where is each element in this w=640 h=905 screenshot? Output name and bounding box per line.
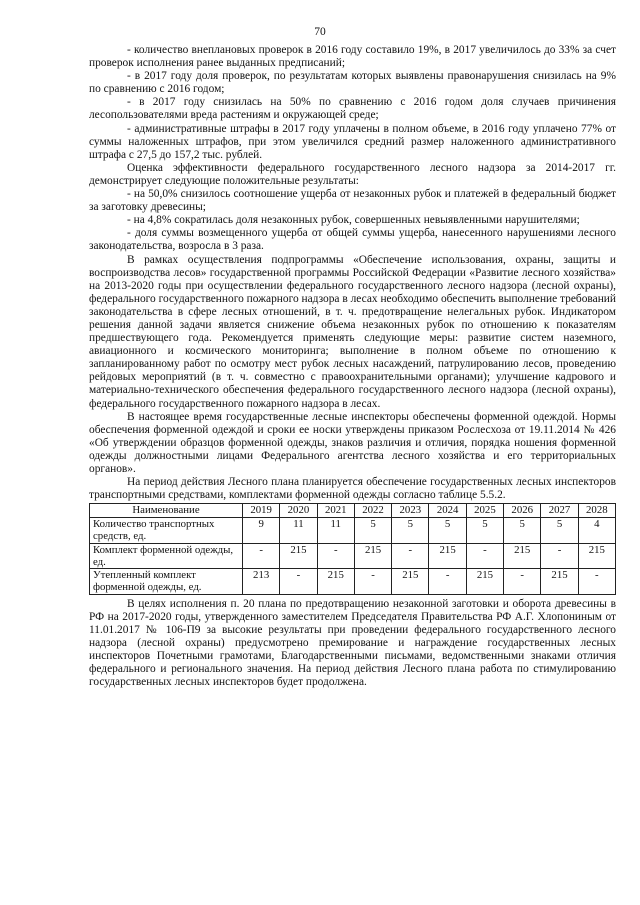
paragraph-efficiency-assessment: Оценка эффективности федерального государственного лесного надзора за 2014-2017 гг. демонстрирует следующие положительные результаты: [89,161,616,187]
table-cell: 9 [243,518,280,543]
paragraph-administrative-fines: - административные штрафы в 2017 году уплачены в полном объеме, в 2016 году уплачено 77% от суммы наложенных штрафов, при этом увеличился средний размер наложенного административного штрафа с 27,5 до 157,2 тыс. рублей. [89,122,616,161]
table-header-cell: 2024 [429,504,466,518]
table-header-cell: 2023 [392,504,429,518]
table-header-cell: 2021 [317,504,354,518]
table-row-label: Количество транспортных средств, ед. [90,518,243,543]
table-row-label: Комплект форменной одежды, ед. [90,543,243,568]
table-cell: 215 [429,543,466,568]
table-cell: 5 [541,518,578,543]
table-cell: 213 [243,569,280,594]
table-header-cell: 2025 [466,504,503,518]
table-header-cell: 2019 [243,504,280,518]
table-cell: 215 [280,543,317,568]
table-cell: - [429,569,466,594]
table-cell: 215 [504,543,541,568]
paragraph-violation-share: - в 2017 году доля проверок, по результатам которых выявлены правонарушения снизилась на 9% по сравнению с 2016 годом; [89,70,616,96]
table-cell: 215 [354,543,391,568]
table-header-row [90,504,616,518]
document-body [89,44,616,689]
table-cell: 215 [392,569,429,594]
equipment-table [89,503,616,594]
table-cell: - [317,543,354,568]
table-cell: 5 [466,518,503,543]
paragraph-damage-cases: - в 2017 году снизилась на 50% по сравнению с 2016 годом доля случаев причинения лесопользователями вреда растениям и окружающей среде; [89,96,616,122]
table-cell: 215 [317,569,354,594]
paragraph-equipment-plan: На период действия Лесного плана планируется обеспечение государственных лесных инспекторов транспортными средствами, комплектами форменной одежды согласно таблице 5.5.2. [89,476,616,502]
table-cell: - [280,569,317,594]
table-cell: - [392,543,429,568]
table-row [90,518,616,543]
table-row-label: Утепленный комплект форменной одежды, ед. [90,569,243,594]
table-cell: 215 [541,569,578,594]
table-cell: 11 [280,518,317,543]
table-cell: - [578,569,615,594]
table-cell: 215 [578,543,615,568]
table-header-cell: 2026 [504,504,541,518]
paragraph-damage-ratio: - на 50,0% снизилось соотношение ущерба от незаконных рубок и платежей в федеральный бюджет за заготовку древесины; [89,188,616,214]
table-cell: - [504,569,541,594]
table-header-cell: 2022 [354,504,391,518]
paragraph-illegal-logging-share: - на 4,8% сократилась доля незаконных рубок, совершенных невыявленными нарушителями; [127,214,580,227]
table-header-cell: 2027 [541,504,578,518]
paragraph-uniforms: В настоящее время государственные лесные инспекторы обеспечены форменной одеждой. Нормы обеспечения форменной одеждой и сроки ее носки утверждены приказом Рослесхоза от 19.11.2014 № 426 «Об утверждении образцов форменной одежды, знаков различия и отличия, порядка ношения форменной одежды должностными лицами Федерального агентства лесного хозяйства и его территориальных органов». [89,410,616,475]
paragraph-compensated-damage: - доля суммы возмещенного ущерба от общей суммы ущерба, нанесенного нарушениями лесного законодательства, возросла в 3 раза. [89,227,616,253]
table-cell: - [243,543,280,568]
table-cell: 5 [354,518,391,543]
table-cell: 5 [392,518,429,543]
paragraph-inspector-incentives: В целях исполнения п. 20 плана по предотвращению незаконной заготовки и оборота древесины в РФ на 2017-2020 годы, утвержденного заместителем Председателя Правительства РФ А.Г. Хлопониным от 11.01.2017 № 106-П9 за высокие результаты при проведении федерального государственного лесного надзора (лесной охраны) предусмотрено премирование и награждение государственных лесных инспекторов Почетными грамотами, Благодарственными письмами, ведомственными знаками отличия федерального и регионального значения. На период действия Лесного плана работа по стимулированию государственных лесных инспекторов будет продолжена. [89,597,616,689]
paragraph-subprogram: В рамках осуществления подпрограммы «Обеспечение использования, охраны, защиты и воспроизводства лесов» государственной программы Российской Федерации «Развитие лесного хозяйства» на 2013-2020 годы при осуществлении федерального государственного лесного надзора (лесной охраны), федерального государственного пожарного надзора в лесах необходимо обеспечить выполнение требований законодательства в сфере лесных отношений, в т. ч. предотвращение нелегальных рубок. Индикатором решения данной задачи является снижение объема незаконных рубок по отношению к показателям предшествующего года. Рекомендуется применять следующие меры: развитие систем наземного, авиационного и космического мониторинга; выполнение в полном объеме по отношению к запланированному работ по осмотру мест рубок лесных насаждений, патрулированию лесов, проведению рейдовых мероприятий (в т. ч. совместно с правоохранительными органами); улучшение кадрового и материально-технического обеспечения федерального государственного лесного надзора (лесной охраны), федерального государственного пожарного надзора в лесах. [89,253,616,410]
table-cell: - [541,543,578,568]
table-row [90,543,616,568]
table-cell: 5 [429,518,466,543]
table-cell: 215 [466,569,503,594]
table-cell: 4 [578,518,615,543]
table-row [90,569,616,594]
table-cell: - [466,543,503,568]
page-number: 70 [314,26,326,38]
table-header-cell: Наименование [90,504,243,518]
table-header-cell: 2028 [578,504,615,518]
table-cell: 5 [504,518,541,543]
table-cell: 11 [317,518,354,543]
table-header-cell: 2020 [280,504,317,518]
table-cell: - [354,569,391,594]
paragraph-unscheduled-inspections: - количество внеплановых проверок в 2016 году составило 19%, в 2017 увеличилось до 33% за счет проверок исполнения ранее выданных предписаний; [89,44,616,70]
